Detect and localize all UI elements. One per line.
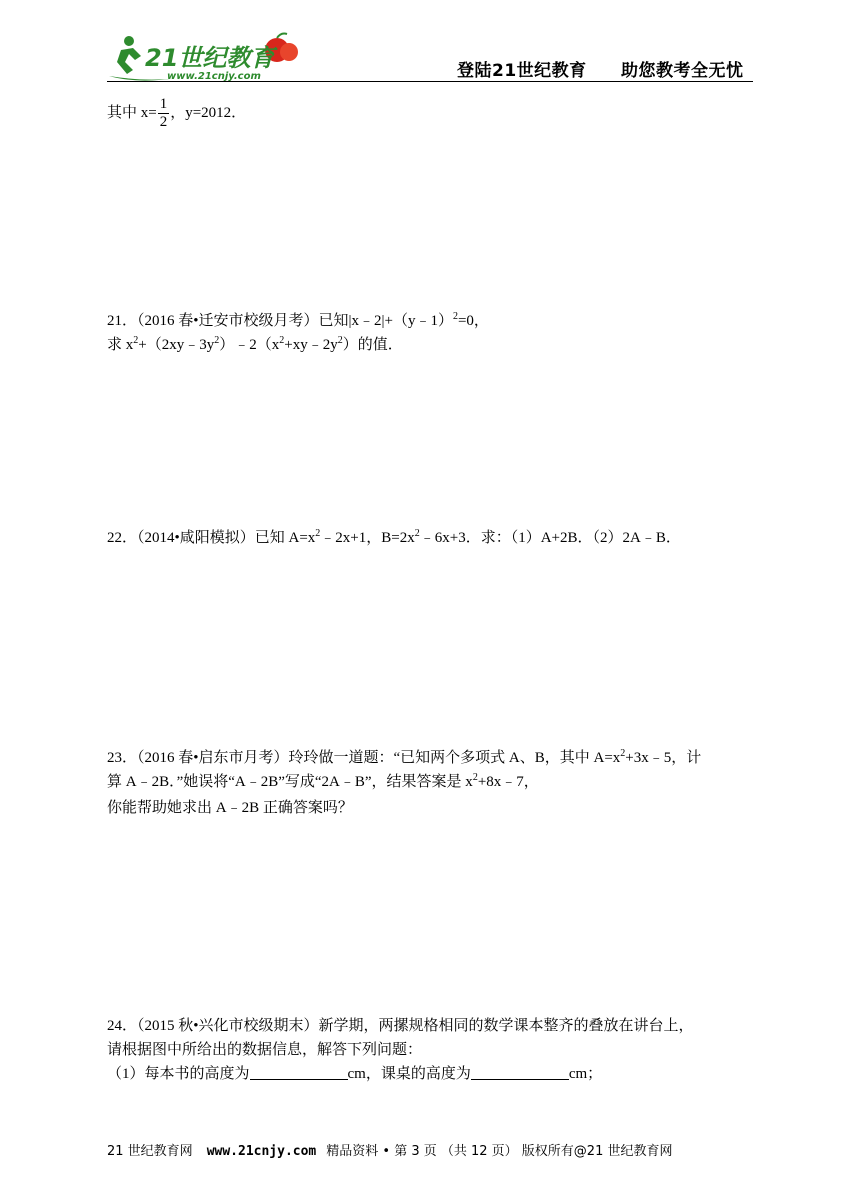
- logo-text: 21世纪教育: [145, 44, 275, 72]
- question-24-line-2: 请根据图中所给出的数据信息，解答下列问题：: [107, 1042, 423, 1058]
- question-21-line-1: 21．（2016 春•迁安市校级月考）已知|x﹣2|+（y﹣1）$^2$=0，: [107, 311, 489, 329]
- answer-blank-book-height[interactable]: [250, 1065, 348, 1080]
- page-footer: [107, 1140, 672, 1159]
- logo: [107, 32, 307, 84]
- footer-info: 精品资料 • 第 3 页 （共 12 页） 版权所有@21 世纪教育网: [326, 1144, 673, 1159]
- logo-url: www.21cnjy.com: [167, 71, 261, 82]
- question-24-line-3: （1）每本书的高度为 cm，课桌的高度为 cm；: [107, 1066, 603, 1082]
- question-23-line-1: 23．（2016 春•启东市月考）玲玲做一道题：“已知两个多项式 A、B，其中 $A=x^2+3x﹣5$，计: [107, 748, 702, 766]
- question-22-line: 22．（2014•咸阳模拟）已知 $A=x^2﹣2x+1$，$B=2x^2﹣6x+3$．求：（1）A+2B．（2）2A﹣B．: [107, 528, 681, 546]
- answer-blank-desk-height[interactable]: [471, 1065, 569, 1080]
- question-24-line-1: 24．（2015 秋•兴化市校级期末）新学期，两摞规格相同的数学课本整齐的叠放在讲台上，: [107, 1018, 694, 1034]
- header-divider: [107, 81, 753, 82]
- question-23-line-3: 你能帮助她求出 A﹣2B 正确答案吗？: [107, 800, 353, 816]
- question-23-line-2: 算 A﹣2B．”她误将“A﹣2B”写成“2A﹣B”，结果答案是 $x^2+8x﹣7$，: [107, 772, 539, 790]
- footer-site: 21 世纪教育网: [107, 1144, 193, 1159]
- fraction: $\frac{1}{2}$: [159, 96, 168, 131]
- footer-url: www.21cnjy.com: [206, 1144, 317, 1159]
- header-right-text: 助您教考全无忧: [621, 61, 744, 81]
- question-21-line-2: 求 $x^2+(2xy﹣3y^2)﹣2(x^2+xy﹣2y^2)$的值．: [107, 335, 403, 353]
- continuation-line: 其中 x= $\frac{1}{2}$ ，y=2012．: [107, 96, 247, 131]
- header-left-text: 登陆21世纪教育: [457, 61, 587, 81]
